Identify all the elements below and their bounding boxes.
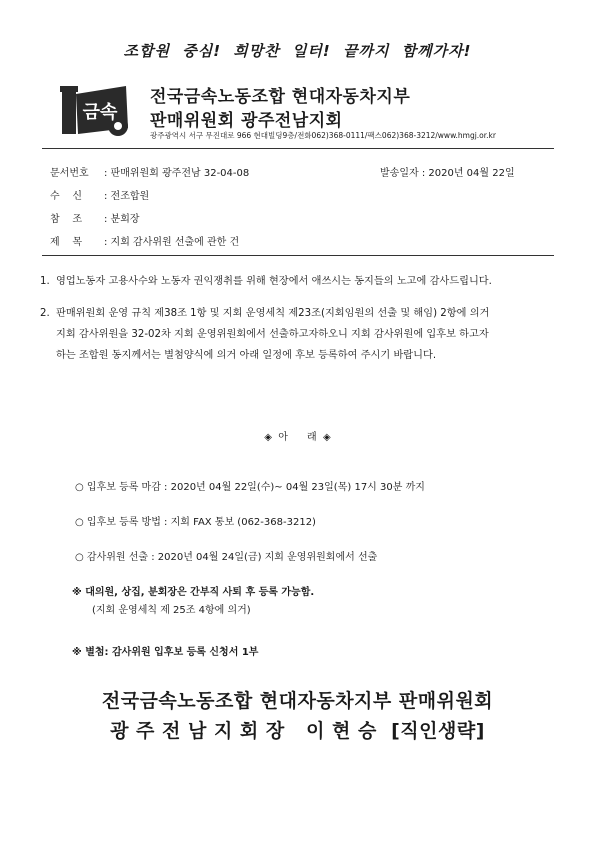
header-rule	[42, 148, 554, 149]
attachment-note: ※ 별첨: 감사위원 입후보 등록 신청서 1부	[72, 647, 259, 658]
note-eligibility: ※ 대의원, 상집, 분회장은 간부직 사퇴 후 등록 가능함.	[72, 587, 315, 598]
paragraph-1	[40, 271, 560, 292]
below-heading: ◈ 아 래 ◈	[264, 432, 331, 443]
union-logo	[60, 80, 130, 140]
paragraph-2-line1: 판매위원회 운영 규칙 제38조 1항 및 지회 운영세칙 제23조(지회임원의 선출 및 해임) 2항에 의거	[56, 308, 490, 319]
paragraph-2-line2: 지회 감사위원을 32-02차 지회 운영위원회에서 선출하고자하오니 지회 감사위원에 입후보 하고자	[56, 329, 489, 340]
meta-rule	[42, 255, 554, 256]
recipient-value: : 전조합원	[104, 191, 150, 202]
paragraph-2-line3: 하는 조합원 동지께서는 별첨양식에 의거 아래 일정에 후보 등록하여 주시기 바랍니다.	[56, 350, 437, 361]
schedule-item-3: ○ 감사위원 선출 : 2020년 04월 24일(금) 지회 운영위원회에서 선출	[75, 552, 378, 563]
subject-value: : 지회 감사위원 선출에 관한 건	[104, 237, 240, 248]
org-address: 광주광역시 서구 무진대로 966 현대빌딩9층/전화062)368-0111/팩스062)368-3212/www.hmgj.or.kr	[150, 131, 496, 140]
send-date-label: 발송일자	[380, 168, 419, 179]
schedule-item-1: ○ 입후보 등록 마감 : 2020년 04월 22일(수)~ 04월 23일(목) 17시 30분 까지	[75, 482, 425, 493]
recipient-label: 수 신	[50, 191, 83, 202]
signature-chief: 광 주 전 남 지 회 장 이 현 승 [직인생략]	[110, 720, 485, 742]
schedule-item-2: ○ 입후보 등록 방법 : 지회 FAX 통보 (062-368-3212)	[75, 517, 316, 528]
send-date-row	[380, 164, 515, 179]
paragraph-1-number: 1.	[40, 276, 50, 287]
doc-number-row	[50, 164, 249, 179]
paragraph-2-number: 2.	[40, 308, 50, 319]
note-eligibility-basis: (지회 운영세칙 제 25조 4항에 의거)	[92, 605, 251, 616]
doc-number-label: 문서번호	[50, 168, 89, 179]
subject-label: 제 목	[50, 237, 83, 248]
reference-value: : 분회장	[104, 214, 140, 225]
org-name-line1: 전국금속노동조합 현대자동차지부	[150, 87, 411, 107]
logo-text: 금속	[82, 102, 118, 123]
paragraph-2	[40, 303, 560, 366]
reference-row	[50, 210, 140, 225]
slogan: 조합원 중심! 희망찬 일터! 끝까지 함께가자!	[123, 42, 472, 60]
signature-org: 전국금속노동조합 현대자동차지부 판매위원회	[101, 690, 494, 712]
subject-row	[50, 233, 239, 248]
org-name-line2: 판매위원회 광주전남지회	[150, 111, 343, 131]
paragraph-1-text: 영업노동자 고용사수와 노동자 권익쟁취를 위해 현장에서 애쓰시는 동지들의 노고에 감사드립니다.	[56, 276, 492, 287]
reference-label: 참 조	[50, 214, 83, 225]
send-date-value: : 2020년 04월 22일	[421, 168, 515, 179]
doc-number-value: : 판매위원회 광주전남 32-04-08	[104, 168, 250, 179]
recipient-row	[50, 187, 149, 202]
